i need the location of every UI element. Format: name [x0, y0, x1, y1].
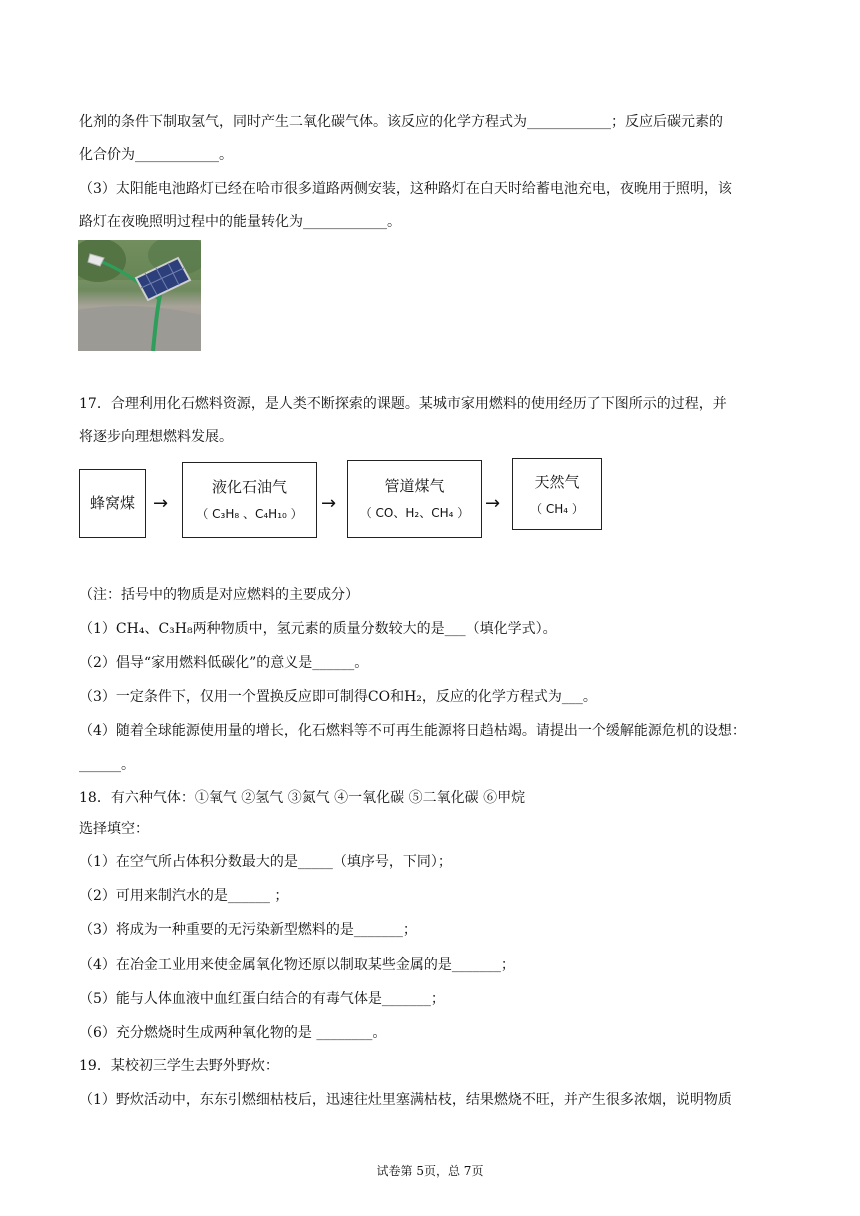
flow-box-honeycomb-coal	[79, 469, 146, 538]
text-line: （4）随着全球能源使用量的增长，化石燃料等不可再生能源将日趋枯竭。请提出一个缓解能源危机的设想：	[79, 723, 746, 739]
question-19-line: 19．某校初三学生去野外野炊：	[79, 1058, 279, 1074]
flow-box-name: 蜂窝煤	[89, 494, 135, 512]
question-17-line: 17．合理利用化石燃料资源，是人类不断探索的课题。某城市家用燃料的使用经历了下图所示的过程，并	[79, 396, 727, 412]
text-line: （5）能与人体血液中血红蛋白结合的有毒气体是_______；	[79, 991, 445, 1007]
flow-box-name: 液化石油气	[211, 478, 287, 496]
flow-box-name: 天然气	[534, 473, 580, 491]
flow-box-natural-gas	[512, 458, 602, 530]
text-line: （4）在冶金工业用来使金属氧化物还原以制取某些金属的是_______；	[79, 957, 515, 973]
text-line: （3）太阳能电池路灯已经在哈市很多道路两侧安装，这种路灯在白天时给蓄电池充电，夜晚用于照明，该	[79, 181, 732, 197]
flow-arrow: →	[153, 493, 169, 514]
flow-box-name: 管道煤气	[384, 477, 445, 495]
flow-arrow: →	[321, 493, 337, 514]
fuel-flow-diagram	[79, 455, 604, 541]
flow-arrow: →	[485, 493, 501, 514]
text-line: 选择填空：	[79, 821, 149, 837]
note-line: （注：括号中的物质是对应燃料的主要成分）	[79, 587, 359, 603]
flow-box-pipeline-gas	[347, 460, 482, 538]
flow-box-formula: （ CO、H₂、CH₄ ）	[359, 506, 470, 520]
text-line: （1）野炊活动中，东东引燃细枯枝后，迅速往灶里塞满枯枝，结果燃烧不旺，并产生很多浓烟，说明物质	[79, 1092, 732, 1108]
question-18-line: 18．有六种气体：①氧气 ②氢气 ③氮气 ④一氧化碳 ⑤二氧化碳 ⑥甲烷	[79, 790, 526, 806]
flow-box-formula: （ CH₄ ）	[530, 502, 584, 516]
flow-box-lpg	[182, 462, 317, 538]
text-line: 化合价为____________。	[79, 147, 233, 163]
text-line: （1）在空气所占体积分数最大的是_____（填序号，下同）；	[79, 854, 452, 870]
text-line: （3）一定条件下，仅用一个置换反应即可制得CO和H₂，反应的化学方程式为___。	[79, 689, 597, 705]
solar-street-lamp-photo	[78, 240, 201, 351]
text-line: （1）CH₄、C₃H₈两种物质中，氢元素的质量分数较大的是___（填化学式）。	[79, 621, 557, 637]
text-line: 将逐步向理想燃料发展。	[79, 429, 233, 445]
text-line: ______。	[79, 757, 135, 773]
text-line: 化剂的条件下制取氢气，同时产生二氧化碳气体。该反应的化学方程式为____________；反应后碳元素的	[79, 114, 723, 130]
text-line: （2）倡导“家用燃料低碳化”的意义是______。	[79, 655, 369, 671]
text-line: （6）充分燃烧时生成两种氧化物的是 ________。	[79, 1025, 387, 1041]
text-line: （3）将成为一种重要的无污染新型燃料的是_______；	[79, 922, 417, 938]
flow-box-formula: （ C₃H₈ 、C₄H₁₀ ）	[196, 507, 303, 521]
text-line: 路灯在夜晚照明过程中的能量转化为____________。	[79, 214, 401, 230]
page-footer: 试卷第 5页，总 7页	[376, 1164, 484, 1178]
text-line: （2）可用来制汽水的是______ ；	[79, 888, 289, 904]
